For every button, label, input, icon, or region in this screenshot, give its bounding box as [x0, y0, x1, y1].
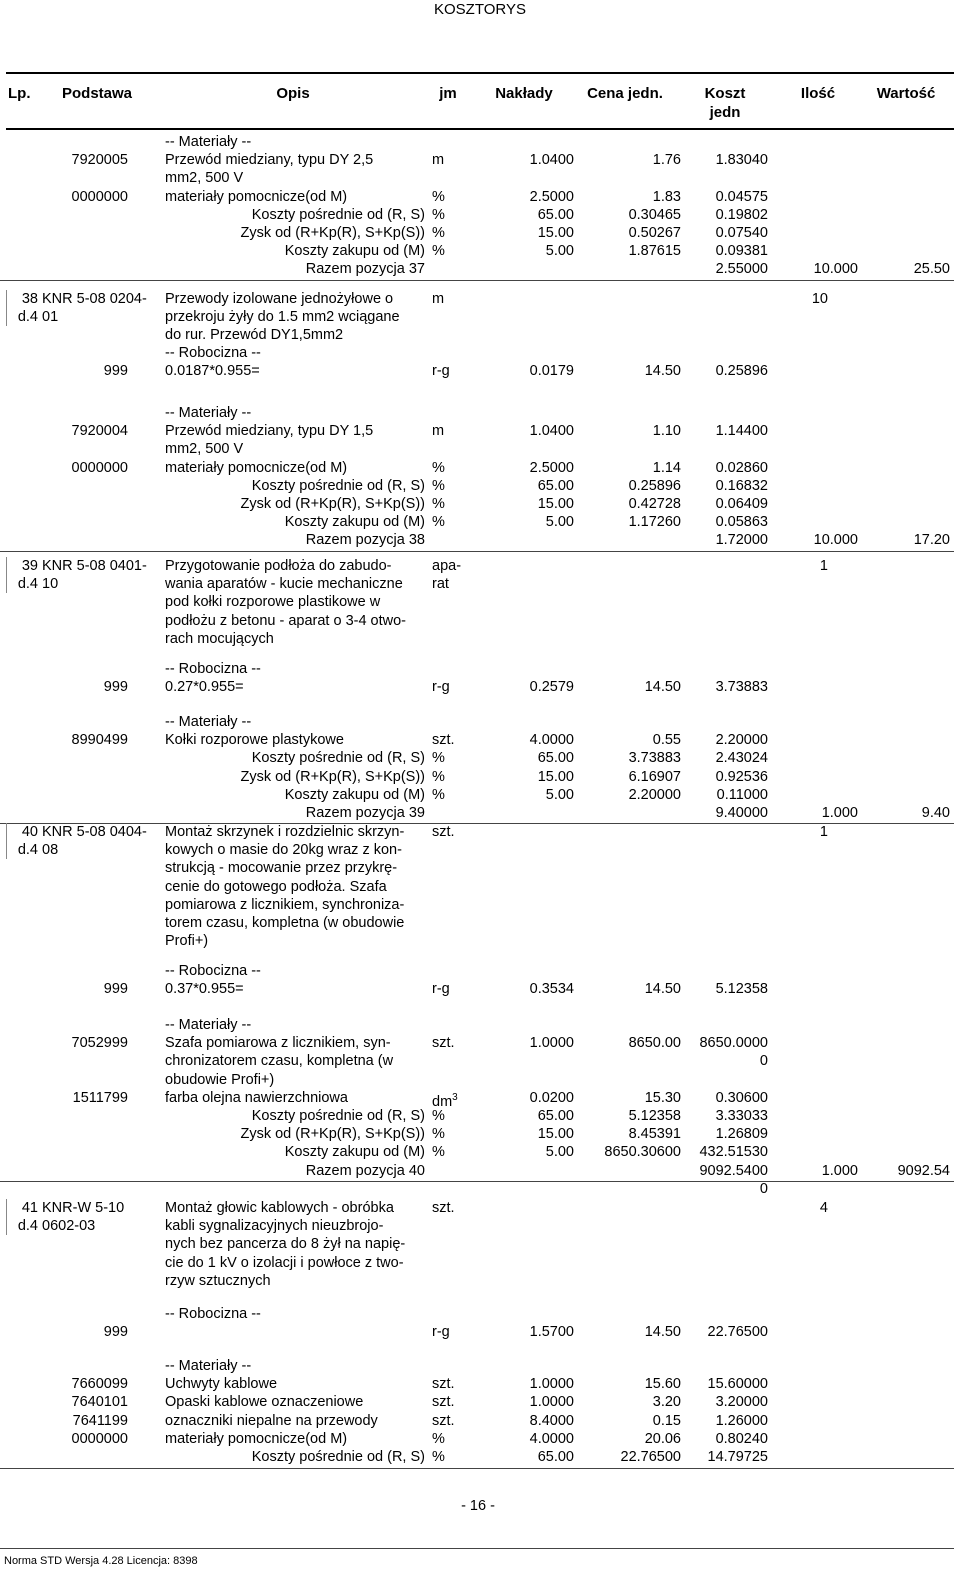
line-jm-4b-1: szt.: [432, 1376, 455, 1393]
pos-ilosc-1: 10: [811, 291, 828, 307]
line-naklady-3-1: 0.3534: [529, 981, 574, 998]
footer-rule: [0, 1548, 954, 1549]
cost-koszt-2-1: 0.92536: [715, 768, 768, 785]
cost-koszt-4-0: 14.79725: [707, 1449, 768, 1465]
line-koszt-4-1: 22.76500: [707, 1324, 768, 1341]
cost-label-0-2: Koszty zakupu od (M): [284, 243, 425, 260]
cost-label-2-1: Zysk od (R+Kp(R), S+Kp(S)): [240, 768, 425, 785]
line-code-1-1: 999: [103, 363, 128, 380]
line-code-4-1: 999: [103, 1324, 128, 1341]
pos-opis-3-3: cenie do gotowego podłoża. Szafa: [165, 878, 387, 895]
position-separator: [0, 551, 954, 552]
razem-ilosc-0: 10.000: [813, 261, 858, 278]
line-code-2b-1: 8990499: [71, 732, 128, 749]
line-desc-2b-0: -- Materiały --: [165, 714, 252, 730]
pos-ilosc-2: 1: [819, 558, 828, 574]
cost-cena-0-1: 0.50267: [628, 225, 681, 241]
pos-opis-2-3: podłożu z betonu - aparat o 3-4 otwo-: [165, 612, 407, 629]
line-desc-0-0: -- Materiały --: [165, 134, 252, 150]
cost-cena-3-1: 8.45391: [628, 1126, 681, 1143]
pos-jm-4-0: szt.: [432, 1200, 455, 1216]
cost-cena-2-0: 3.73883: [628, 750, 681, 767]
line-koszt-4b-2: 3.20000: [715, 1394, 768, 1411]
pos-opis-1-0: Przewody izolowane jednożyłowe o: [165, 291, 394, 307]
pos-jm-2-1: rat: [432, 576, 449, 593]
cost-label-3-0: Koszty pośrednie od (R, S): [251, 1108, 425, 1124]
line-desc-4b-3: oznaczniki niepalne na przewody: [165, 1412, 378, 1429]
table-bottom-border: [0, 1468, 954, 1469]
cost-cena-3-2: 8650.30600: [604, 1144, 681, 1161]
line-cena-4b-2: 3.20: [652, 1394, 681, 1411]
pos-ilosc-3: 1: [819, 824, 828, 840]
header-jm: jm: [439, 85, 457, 102]
line-naklady-3b-1: 1.0000: [529, 1035, 574, 1052]
line-naklady-4b-1: 1.0000: [529, 1376, 574, 1393]
razem-koszt-3: 9092.5400: [699, 1162, 768, 1179]
razem-wartosc-1: 17.20: [913, 532, 950, 549]
cost-jm-2-1: %: [432, 768, 445, 785]
cost-naklady-2-1: 15.00: [537, 768, 574, 785]
cost-naklady-3-2: 5.00: [545, 1144, 574, 1161]
line-cena-4b-3: 0.15: [652, 1412, 681, 1429]
line-koszt-3b-1: 8650.0000: [699, 1035, 768, 1052]
razem-wartosc-3: 9092.54: [897, 1162, 950, 1179]
pos-podstawa2-3: 08: [42, 842, 59, 859]
pos-lp-1: 38: [21, 291, 38, 307]
line-cena-4b-1: 15.60: [644, 1376, 681, 1393]
line-koszt-0-1: 1.83040: [715, 152, 768, 169]
pos-opis-4-0: Montaż głowic kablowych - obróbka: [165, 1200, 394, 1216]
razem-koszt-0: 2.55000: [715, 261, 768, 278]
page-number: - 16 -: [461, 1498, 495, 1514]
pos-podstawa2-4: 0602-03: [42, 1218, 96, 1235]
pos-opis-1-2: do rur. Przewód DY1,5mm2: [165, 327, 344, 344]
cost-jm-3-0: %: [432, 1108, 445, 1124]
header-koszt-jedn: jedn: [709, 104, 741, 121]
pos-jm-2-0: apa-: [432, 558, 462, 574]
pos-opis-2-1: wania aparatów - kucie mechaniczne: [165, 576, 403, 593]
cost-naklady-0-1: 15.00: [537, 225, 574, 241]
razem-ilosc-3: 1.000: [821, 1162, 858, 1179]
line-desc-0-3: materiały pomocnicze(od M): [165, 188, 348, 205]
line-jm-1-1: r-g: [432, 363, 450, 380]
razem-koszt2-3: 0: [759, 1180, 768, 1197]
cost-jm-0-0: %: [432, 206, 445, 223]
cost-jm-4-0: %: [432, 1449, 445, 1465]
line-code-1b-3: 0000000: [71, 459, 128, 476]
pos-ilosc-4: 4: [819, 1200, 828, 1216]
cost-jm-3-1: %: [432, 1126, 445, 1143]
line-cena-0-3: 1.83: [652, 188, 681, 205]
line-code-0-1: 7920005: [71, 152, 128, 169]
position-left-border: [6, 557, 7, 593]
cost-label-4-0: Koszty pośrednie od (R, S): [251, 1449, 425, 1465]
cost-label-1-2: Koszty zakupu od (M): [284, 514, 425, 531]
cost-cena-4-0: 22.76500: [620, 1449, 681, 1465]
position-left-border: [6, 823, 7, 859]
header-opis: Opis: [276, 85, 310, 102]
cost-cena-1-2: 1.17260: [628, 514, 681, 531]
cost-koszt-2-2: 0.11000: [716, 786, 768, 803]
line-desc-4b-1: Uchwyty kablowe: [165, 1376, 278, 1393]
line-desc-3-0: -- Robocizna --: [165, 963, 261, 979]
cost-cena-1-0: 0.25896: [628, 477, 681, 494]
cost-label-1-1: Zysk od (R+Kp(R), S+Kp(S)): [240, 496, 425, 512]
line-desc-3-1: 0.37*0.955=: [165, 981, 244, 998]
line-jm-3b-4: $dm^3$: [432, 1091, 458, 1110]
cost-naklady-3-0: 65.00: [537, 1108, 574, 1124]
cost-jm-1-0: %: [432, 477, 445, 494]
pos-opis-2-0: Przygotowanie podłoża do zabudo-: [165, 558, 392, 574]
line-koszt-1b-3: 0.02860: [715, 459, 768, 476]
line-jm-4b-4: %: [432, 1430, 445, 1447]
line-cena-2-1: 14.50: [644, 679, 681, 696]
cost-koszt-2-0: 2.43024: [715, 750, 768, 767]
footer-license: Norma STD Wersja 4.28 Licencja: 8398: [4, 1555, 198, 1567]
cost-koszt-1-0: 0.16832: [715, 477, 768, 494]
pos-podstawa2-2: 10: [42, 576, 59, 593]
cost-jm-3-2: %: [432, 1144, 445, 1161]
line-koszt-0-3: 0.04575: [715, 188, 768, 205]
cost-naklady-0-0: 65.00: [537, 206, 574, 223]
cost-koszt-3-2: 432.51530: [699, 1144, 768, 1161]
line-desc-3b-0: -- Materiały --: [165, 1017, 252, 1033]
line-cena-4b-4: 20.06: [644, 1430, 681, 1447]
line-naklady-4b-3: 8.4000: [529, 1412, 574, 1429]
line-desc-0-1: Przewód miedziany, typu DY 2,5: [165, 152, 374, 169]
line-desc-0-2: mm2, 500 V: [165, 170, 244, 187]
header-lp: Lp.: [8, 85, 31, 102]
line-desc-2-1: 0.27*0.955=: [165, 679, 244, 696]
line-naklady-4b-4: 4.0000: [529, 1430, 574, 1447]
line-desc-4b-0: -- Materiały --: [165, 1358, 252, 1374]
line-jm-3-1: r-g: [432, 981, 450, 998]
cost-naklady-1-2: 5.00: [545, 514, 574, 531]
razem-wartosc-2: 9.40: [921, 805, 950, 821]
line-code-3b-1: 7052999: [71, 1035, 128, 1052]
cost-label-3-1: Zysk od (R+Kp(R), S+Kp(S)): [240, 1126, 425, 1143]
pos-opis-3-6: Profi+): [165, 933, 209, 950]
line-koszt-4b-3: 1.26000: [715, 1412, 768, 1429]
line-desc-4-0: -- Robocizna --: [165, 1306, 261, 1322]
line-naklady-4b-2: 1.0000: [529, 1394, 574, 1411]
razem-koszt-1: 1.72000: [715, 532, 768, 549]
pos-lp2-4: d.4: [17, 1218, 38, 1235]
cost-cena-3-0: 5.12358: [628, 1108, 681, 1124]
line-desc-1-0: -- Robocizna --: [165, 345, 261, 361]
line-naklady-0-3: 2.5000: [529, 188, 574, 205]
header-naklady: Nakłady: [495, 85, 553, 102]
line-naklady-2b-1: 4.0000: [529, 732, 574, 749]
line-naklady-2-1: 0.2579: [529, 679, 574, 696]
cost-label-0-0: Koszty pośrednie od (R, S): [251, 206, 425, 223]
razem-wartosc-0: 25.50: [913, 261, 950, 278]
line-code-3-1: 999: [103, 981, 128, 998]
line-code-4b-3: 7641199: [72, 1412, 128, 1429]
line-desc-3b-4: farba olejna nawierzchniowa: [165, 1089, 348, 1106]
pos-opis-1-1: przekroju żyły do 1.5 mm2 wciągane: [165, 309, 400, 326]
line-jm-2b-1: szt.: [432, 732, 455, 749]
line-koszt-3b-2: 0: [759, 1053, 768, 1070]
line-cena-1-1: 14.50: [644, 363, 681, 380]
razem-ilosc-2: 1.000: [821, 805, 858, 821]
cost-naklady-2-0: 65.00: [537, 750, 574, 767]
cost-naklady-2-2: 5.00: [545, 786, 574, 803]
line-desc-2-0: -- Robocizna --: [165, 661, 261, 677]
cost-jm-2-0: %: [432, 750, 445, 767]
cost-naklady-3-1: 15.00: [537, 1126, 574, 1143]
cost-label-3-2: Koszty zakupu od (M): [284, 1144, 425, 1161]
position-left-border: [6, 1199, 7, 1235]
cost-label-2-0: Koszty pośrednie od (R, S): [251, 750, 425, 767]
header-wartosc: Wartość: [876, 85, 936, 102]
pos-opis-3-0: Montaż skrzynek i rozdzielnic skrzyn-: [165, 824, 405, 840]
line-naklady-4-1: 1.5700: [529, 1324, 574, 1341]
pos-lp2-3: d.4: [17, 842, 38, 859]
razem-koszt-2: 9.40000: [715, 805, 768, 821]
razem-label-2: Razem pozycja 39: [305, 805, 425, 821]
cost-cena-0-2: 1.87615: [628, 243, 681, 260]
pos-opis-4-3: cie do 1 kV o izolacji i powłoce z two-: [165, 1254, 404, 1271]
line-naklady-1b-1: 1.0400: [529, 423, 574, 440]
pos-podstawa-1: KNR 5-08 0204-: [42, 291, 147, 307]
cost-jm-2-2: %: [432, 786, 445, 803]
pos-lp2-2: d.4: [17, 576, 38, 593]
line-cena-3-1: 14.50: [644, 981, 681, 998]
pos-opis-4-1: kabli sygnalizacyjnych nieuzbrojo-: [165, 1218, 384, 1235]
pos-lp-3: 40: [21, 824, 38, 840]
line-code-0-3: 0000000: [71, 188, 128, 205]
pos-podstawa-3: KNR 5-08 0404-: [42, 824, 147, 840]
header-ilosc: Ilość: [800, 85, 836, 102]
pos-jm-3-0: szt.: [432, 824, 455, 840]
pos-opis-3-1: kowych o masie do 20kg wraz z kon-: [165, 842, 402, 859]
pos-opis-4-2: nych bez pancerza do 8 żył na napię-: [165, 1236, 406, 1253]
line-naklady-1b-3: 2.5000: [529, 459, 574, 476]
line-code-4b-2: 7640101: [71, 1394, 128, 1411]
line-code-1b-1: 7920004: [71, 423, 128, 440]
header-cena: Cena jedn.: [587, 85, 663, 102]
cost-naklady-1-0: 65.00: [537, 477, 574, 494]
cost-koszt-0-0: 0.19802: [715, 206, 768, 223]
cost-koszt-0-1: 0.07540: [715, 225, 768, 241]
line-desc-1b-3: materiały pomocnicze(od M): [165, 459, 348, 476]
line-naklady-0-1: 1.0400: [529, 152, 574, 169]
line-jm-1b-1: m: [432, 423, 445, 440]
pos-opis-3-4: pomiarowa z licznikiem, synchroniza-: [165, 896, 405, 913]
pos-opis-3-2: strukcją - mocowanie przez przykrę-: [165, 860, 398, 877]
cost-koszt-0-2: 0.09381: [715, 243, 768, 260]
pos-lp2-1: d.4: [17, 309, 38, 326]
cost-cena-1-1: 0.42728: [628, 496, 681, 512]
line-koszt-4b-4: 0.80240: [715, 1430, 768, 1447]
line-desc-1b-0: -- Materiały --: [165, 405, 252, 421]
line-jm-4-1: r-g: [432, 1324, 450, 1341]
pos-podstawa-4: KNR-W 5-10: [42, 1200, 125, 1216]
line-jm-4b-3: szt.: [432, 1412, 455, 1429]
line-cena-0-1: 1.76: [652, 152, 681, 169]
line-cena-1b-1: 1.10: [652, 423, 681, 440]
line-desc-2b-1: Kołki rozporowe plastykowe: [165, 732, 344, 749]
pos-jm-1-0: m: [432, 291, 445, 307]
razem-ilosc-1: 10.000: [813, 532, 858, 549]
razem-label-3: Razem pozycja 40: [305, 1162, 425, 1179]
line-cena-1b-3: 1.14: [652, 459, 681, 476]
line-desc-3b-2: chronizatorem czasu, kompletna (w: [165, 1053, 394, 1070]
header-koszt: Koszt: [704, 85, 746, 102]
cost-jm-1-2: %: [432, 514, 445, 531]
cost-koszt-1-1: 0.06409: [715, 496, 768, 512]
cost-label-2-2: Koszty zakupu od (M): [284, 786, 425, 803]
line-code-2-1: 999: [103, 679, 128, 696]
pos-opis-2-2: pod kołki rozporowe plastikowe w: [165, 594, 381, 611]
cost-naklady-1-1: 15.00: [537, 496, 574, 512]
cost-naklady-0-2: 5.00: [545, 243, 574, 260]
cost-cena-2-2: 2.20000: [628, 786, 681, 803]
pos-podstawa2-1: 01: [42, 309, 59, 326]
line-desc-4b-2: Opaski kablowe oznaczeniowe: [165, 1394, 364, 1411]
cost-koszt-3-0: 3.33033: [715, 1108, 768, 1124]
cost-koszt-1-2: 0.05863: [715, 514, 768, 531]
line-jm-4b-2: szt.: [432, 1394, 455, 1411]
cost-jm-0-2: %: [432, 243, 445, 260]
header-podstawa: Podstawa: [61, 85, 133, 102]
line-code-3b-4: 1511799: [72, 1089, 128, 1106]
cost-jm-1-1: %: [432, 496, 445, 512]
cost-naklady-4-0: 65.00: [537, 1449, 574, 1465]
line-koszt-2b-1: 2.20000: [715, 732, 768, 749]
razem-label-1: Razem pozycja 38: [305, 532, 425, 549]
line-jm-1b-3: %: [432, 459, 445, 476]
line-naklady-3b-4: 0.0200: [529, 1089, 574, 1106]
position-left-border: [6, 290, 7, 326]
line-code-4b-1: 7660099: [71, 1376, 128, 1393]
line-cena-2b-1: 0.55: [652, 732, 681, 749]
pos-opis-3-5: torem czasu, kompletna (w obudowie: [165, 915, 405, 931]
cost-label-0-1: Zysk od (R+Kp(R), S+Kp(S)): [240, 225, 425, 241]
position-separator: [0, 280, 954, 281]
line-jm-0-3: %: [432, 188, 445, 205]
line-cena-4-1: 14.50: [644, 1324, 681, 1341]
line-desc-1b-2: mm2, 500 V: [165, 441, 244, 458]
pos-opis-4-4: rzyw sztucznych: [165, 1272, 271, 1289]
cost-koszt-3-1: 1.26809: [715, 1126, 768, 1143]
line-jm-3b-1: szt.: [432, 1035, 455, 1052]
line-code-4b-4: 0000000: [71, 1430, 128, 1447]
razem-label-0: Razem pozycja 37: [305, 261, 425, 278]
line-koszt-3-1: 5.12358: [715, 981, 768, 998]
line-koszt-4b-1: 15.60000: [707, 1376, 768, 1393]
line-naklady-1-1: 0.0179: [529, 363, 574, 380]
line-koszt-1-1: 0.25896: [715, 363, 768, 380]
pos-lp-2: 39: [21, 558, 38, 574]
line-cena-3b-4: 15.30: [644, 1089, 681, 1106]
line-jm-0-1: m: [432, 152, 445, 169]
line-desc-3b-1: Szafa pomiarowa z licznikiem, syn-: [165, 1035, 391, 1052]
line-koszt-2-1: 3.73883: [715, 679, 768, 696]
page-title: KOSZTORYS: [434, 1, 526, 18]
cost-jm-0-1: %: [432, 225, 445, 241]
cost-cena-2-1: 6.16907: [628, 768, 681, 785]
pos-podstawa-2: KNR 5-08 0401-: [42, 558, 147, 574]
cost-label-1-0: Koszty pośrednie od (R, S): [251, 477, 425, 494]
position-separator: [0, 1181, 954, 1182]
line-desc-4b-4: materiały pomocnicze(od M): [165, 1430, 348, 1447]
cost-cena-0-0: 0.30465: [628, 206, 681, 223]
line-cena-3b-1: 8650.00: [628, 1035, 681, 1052]
pos-lp-4: 41: [21, 1200, 38, 1216]
line-desc-1b-1: Przewód miedziany, typu DY 1,5: [165, 423, 374, 440]
line-koszt-3b-4: 0.30600: [715, 1089, 768, 1106]
line-koszt-1b-1: 1.14400: [715, 423, 768, 440]
line-jm-2-1: r-g: [432, 679, 450, 696]
pos-opis-2-4: rach mocujących: [165, 630, 274, 647]
line-desc-1-1: 0.0187*0.955=: [165, 363, 260, 380]
line-desc-3b-3: obudowie Profi+): [165, 1071, 275, 1088]
